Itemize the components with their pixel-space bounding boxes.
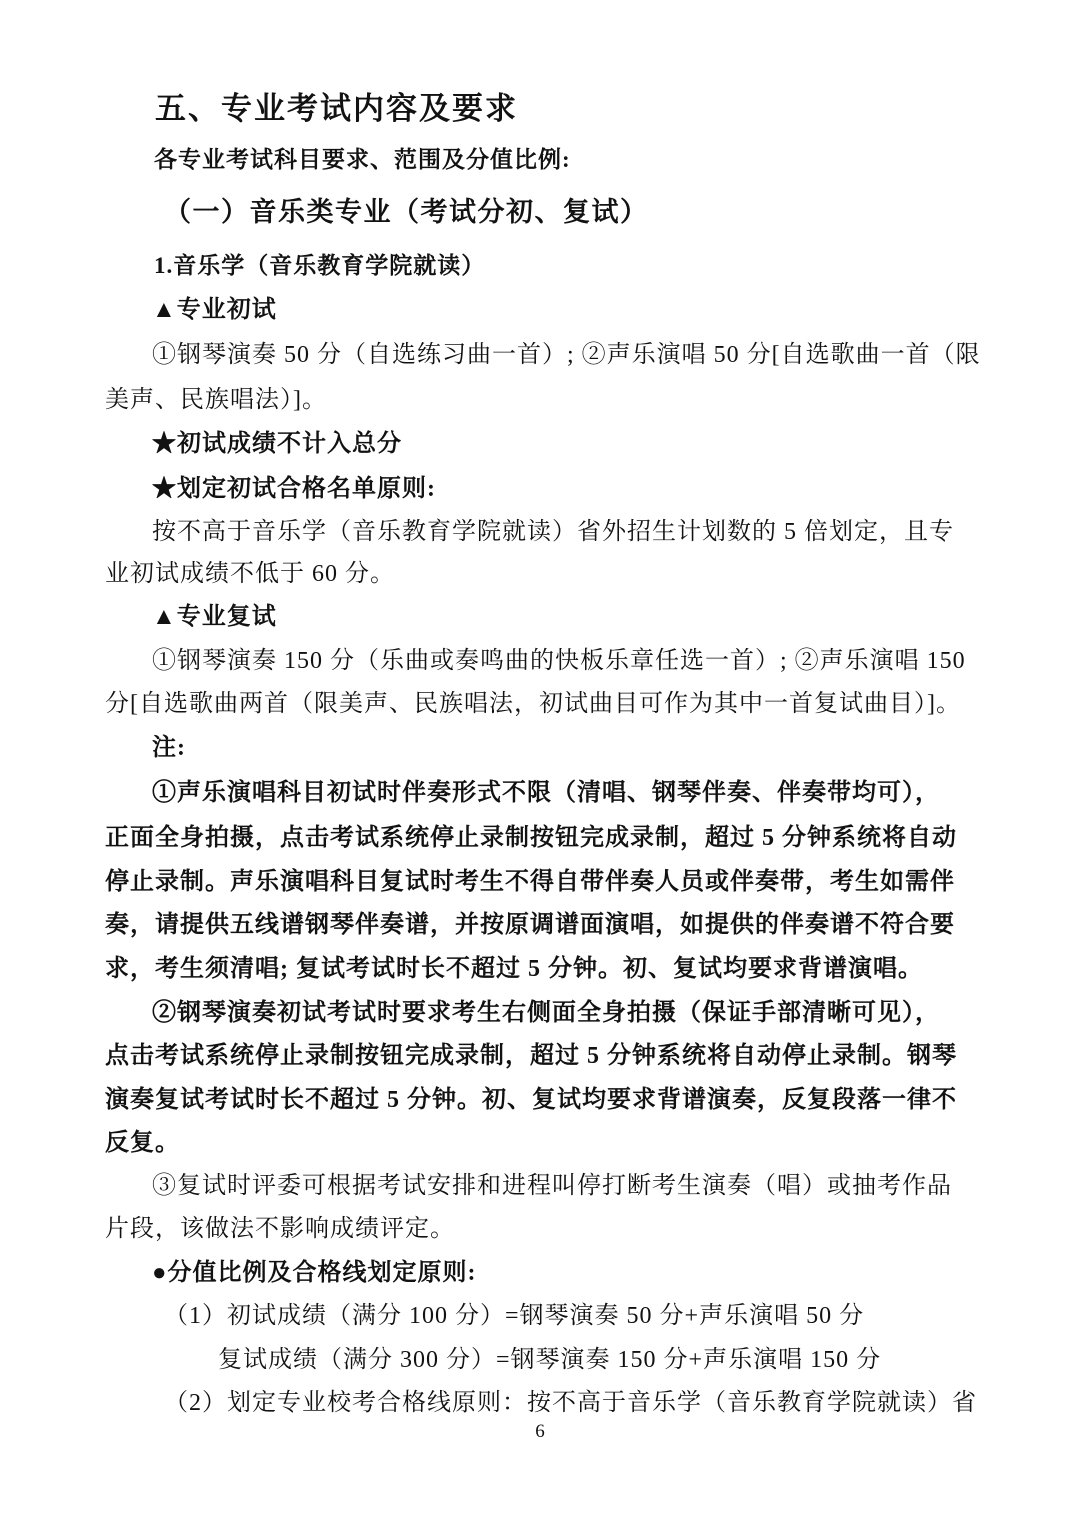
intro-text: 各专业考试科目要求、范围及分值比例: — [154, 147, 571, 172]
retest-line: 分[自选歌曲两首（限美声、民族唱法，初试曲目可作为其中一首复试曲目）]。 — [105, 691, 961, 717]
note2-line: 点击考试系统停止录制按钮完成录制，超过 5 分钟系统将自动停止录制。钢琴 — [105, 1043, 957, 1069]
initial-exam-line: ①钢琴演奏 50 分（自选练习曲一首）; ②声乐演唱 50 分[自选歌曲一首（限 — [152, 342, 981, 368]
note2-line: 反复。 — [105, 1130, 180, 1156]
qualify-rule-line: 按不高于音乐学（音乐教育学院就读）省外招生计划数的 5 倍划定，且专 — [152, 519, 954, 545]
score-rule-item: （2）划定专业校考合格线原则：按不高于音乐学（音乐教育学院就读）省 — [164, 1390, 977, 1416]
page-number: 6 — [535, 1421, 545, 1442]
notes-label: 注: — [152, 735, 186, 761]
initial-exam-label: ▲专业初试 — [152, 297, 277, 323]
note1-line: 奏，请提供五线谱钢琴伴奏谱，并按原调谱面演唱，如提供的伴奏谱不符合要 — [105, 912, 955, 938]
retest-label: ▲专业复试 — [152, 604, 277, 630]
score-rule-item: （1）初试成绩（满分 100 分）=钢琴演奏 50 分+声乐演唱 50 分 — [164, 1303, 865, 1329]
section-heading: 五、专业考试内容及要求 — [155, 91, 518, 126]
star-note: ★划定初试合格名单原则: — [152, 476, 436, 502]
subsection-title: （一）音乐类专业（考试分初、复试） — [164, 197, 649, 227]
note1-line: 正面全身拍摄，点击考试系统停止录制按钮完成录制，超过 5 分钟系统将自动 — [105, 825, 957, 851]
note2-line: ②钢琴演奏初试考试时要求考生右侧面全身拍摄（保证手部清晰可见）， — [152, 1000, 940, 1026]
major-title: 1.音乐学（音乐教育学院就读） — [154, 253, 486, 278]
qualify-rule-line: 业初试成绩不低于 60 分。 — [105, 561, 395, 587]
note1-line: 停止录制。声乐演唱科目复试时考生不得自带伴奏人员或伴奏带，考生如需伴 — [105, 869, 955, 895]
score-rule-item: 复试成绩（满分 300 分）=钢琴演奏 150 分+声乐演唱 150 分 — [218, 1347, 882, 1373]
note3-line: 片段，该做法不影响成绩评定。 — [105, 1216, 455, 1242]
note3-line: ③复试时评委可根据考试安排和进程叫停打断考生演奏（唱）或抽考作品 — [152, 1173, 952, 1199]
star-note: ★初试成绩不计入总分 — [152, 431, 402, 457]
note1-line: 求，考生须清唱; 复试考试时长不超过 5 分钟。初、复试均要求背谱演唱。 — [105, 956, 923, 982]
note1-line: ①声乐演唱科目初试时伴奏形式不限（清唱、钢琴伴奏、伴奏带均可）， — [152, 780, 940, 806]
score-rule-label: ●分值比例及合格线划定原则: — [152, 1260, 477, 1286]
initial-exam-line: 美声、民族唱法）]。 — [105, 387, 327, 413]
retest-line: ①钢琴演奏 150 分（乐曲或奏鸣曲的快板乐章任选一首）; ②声乐演唱 150 — [152, 648, 966, 674]
note2-line: 演奏复试考试时长不超过 5 分钟。初、复试均要求背谱演奏，反复段落一律不 — [105, 1087, 957, 1113]
